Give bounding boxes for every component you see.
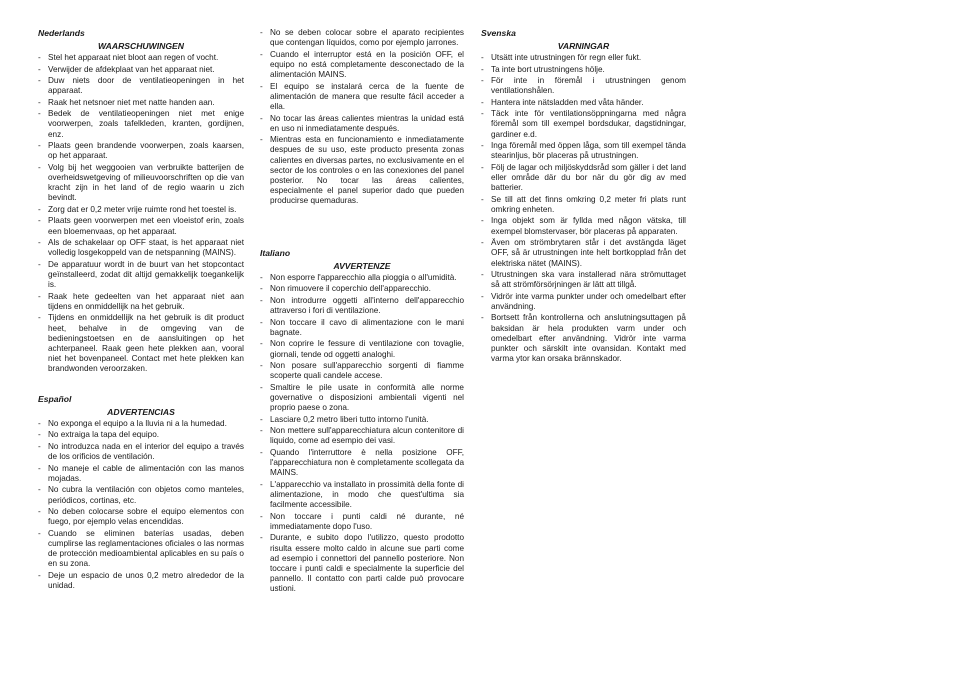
section-gap bbox=[38, 376, 244, 394]
warning-item: - No deben colocarse sobre el equipo elementos con fuego, por ejemplo velas encendidas. bbox=[38, 507, 244, 527]
warning-item: - Quando l'interruttore è nella posizione OFF, l'apparecchiatura non è completamente scollegata da MAINS. bbox=[260, 448, 464, 479]
warning-item: - Deje un espacio de unos 0,2 metro alrededor de la unidad. bbox=[38, 571, 244, 591]
warning-item: - Cuando se eliminen baterías usadas, deben cumplirse las reglamentaciones oficiales o las normas de protección medioambiental aplicables en su país o en su zona. bbox=[38, 529, 244, 570]
warnings-heading-espanol: ADVERTENCIAS bbox=[107, 406, 175, 417]
warning-list-espanol bbox=[38, 419, 244, 591]
warning-item: - No tocar las áreas calientes mientras la unidad está en uso ni inmediatamente después. bbox=[260, 114, 464, 134]
language-title-svenska: Svenska bbox=[481, 28, 516, 38]
warning-item: - El equipo se instalará cerca de la fuente de alimentación de manera que resulte fácil acceder a ella. bbox=[260, 82, 464, 113]
warning-item: - Inga objekt som är fyllda med någon vätska, till exempel blomstervaser, bör placeras på apparaten. bbox=[481, 216, 686, 236]
column-1 bbox=[38, 28, 244, 593]
warning-item: - Non posare sull'apparecchio sorgenti di fiamme scoperte quali candele accese. bbox=[260, 361, 464, 381]
warning-item: - L'apparecchio va installato in prossimità della fonte di alimentazione, in modo che quest'ultima sia facilmente accessibile. bbox=[260, 480, 464, 511]
warning-item: - Non introdurre oggetti all'interno dell'apparecchio attraverso i fori di ventilazione. bbox=[260, 296, 464, 316]
warning-item: - Non esporre l'apparecchio alla pioggia o all'umidità. bbox=[260, 273, 464, 283]
warning-item: - Volg bij het weggooien van verbruikte batterijen de overheidswetgeving of milieuvoorschriften op die van kracht zijn in het land of de regio waarin u zich bevindt. bbox=[38, 163, 244, 204]
warning-item: - Utsätt inte utrustningen för regn eller fukt. bbox=[481, 53, 686, 63]
warning-item: - De apparatuur wordt in de buurt van het stopcontact geïnstalleerd, zodat dit altijd gemakkelijk toegankelijk is. bbox=[38, 260, 244, 291]
warning-item: - Raak hete gedeelten van het apparaat niet aan tijdens en onmiddellijk na het gebruik. bbox=[38, 292, 244, 312]
warning-item: - Zorg dat er 0,2 meter vrije ruimte rond het toestel is. bbox=[38, 205, 244, 215]
warning-item: - Non rimuovere il coperchio dell'apparecchio. bbox=[260, 284, 464, 294]
warning-item: - Duw niets door de ventilatieopeningen in het apparaat. bbox=[38, 76, 244, 96]
warning-item: - Lasciare 0,2 metro liberi tutto intorno l'unità. bbox=[260, 415, 464, 425]
warning-item: - Täck inte för ventilationsöppningarna med några föremål som till exempel bordsdukar, dagstidningar, gardiner e.d. bbox=[481, 109, 686, 140]
warning-item: - Plaats geen voorwerpen met een vloeistof erin, zoals een bloemenvaas, op het apparaat. bbox=[38, 216, 244, 236]
warning-item: - Als de schakelaar op OFF staat, is het apparaat niet volledig losgekoppeld van de netspanning (MAINS). bbox=[38, 238, 244, 258]
warning-item: - Utrustningen ska vara installerad nära strömuttaget så att strömförsörjningen är lätt att tillgå. bbox=[481, 270, 686, 290]
warning-item: - Verwijder de afdekplaat van het apparaat niet. bbox=[38, 65, 244, 75]
warning-item: - För inte in föremål i utrustningen genom ventilationshålen. bbox=[481, 76, 686, 96]
warnings-heading-nederlands: WAARSCHUWINGEN bbox=[98, 41, 184, 51]
warning-item: - Se till att det finns omkring 0,2 meter fri plats runt omkring enheten. bbox=[481, 195, 686, 215]
language-title-nederlands: Nederlands bbox=[38, 28, 85, 38]
warning-item: - Inga föremål med öppen låga, som till exempel tända stearinljus, bör placeras på utrustningen. bbox=[481, 141, 686, 161]
warning-item: - Cuando el interruptor está en la posición OFF, el equipo no está completamente desconectado de la alimentación MAINS. bbox=[260, 50, 464, 81]
warning-item: - No exponga el equipo a la lluvia ni a la humedad. bbox=[38, 419, 244, 429]
warning-list-italiano bbox=[260, 273, 464, 595]
warning-item: - Non toccare il cavo di alimentazione con le mani bagnate. bbox=[260, 318, 464, 338]
warning-item: - Non coprire le fessure di ventilazione con tovaglie, giornali, tende od oggetti analoghi. bbox=[260, 339, 464, 359]
warning-item: - Plaats geen brandende voorwerpen, zoals kaarsen, op het apparaat. bbox=[38, 141, 244, 161]
language-title-italiano: Italiano bbox=[260, 247, 291, 258]
column-3 bbox=[481, 28, 686, 366]
warning-item: - No cubra la ventilación con objetos como manteles, periódicos, cortinas, etc. bbox=[38, 485, 244, 505]
warning-item: - Även om strömbrytaren står i det avstängda läget OFF, så är utrustningen inte helt bortkopplad från det elektriska nätet (MAINS). bbox=[481, 238, 686, 269]
warning-item: - Raak het netsnoer niet met natte handen aan. bbox=[38, 98, 244, 108]
warning-item: - Bedek de ventilatieopeningen niet met enige voorwerpen, zoals tafelkleden, kranten, gordijnen, enz. bbox=[38, 109, 244, 140]
language-title-espanol: Español bbox=[38, 393, 72, 404]
warning-list-nederlands bbox=[38, 53, 244, 375]
section-gap bbox=[260, 208, 464, 248]
warning-item: - Vidrör inte varma punkter under och omedelbart efter användning. bbox=[481, 292, 686, 312]
warning-item: - No introduzca nada en el interior del equipo a través de los orificios de ventilación. bbox=[38, 442, 244, 462]
warning-item: - Ta inte bort utrustningens hölje. bbox=[481, 65, 686, 75]
warning-item: - Bortsett från kontrollerna och anslutningsuttagen på baksidan är hela produkten varm under och omedelbart efter användning. Vidrör inte varma punkter och särskilt inte ovansidan. Kontakt med varma ytor kan orsaka brännskador. bbox=[481, 313, 686, 364]
warning-item: - No maneje el cable de alimentación con las manos mojadas. bbox=[38, 464, 244, 484]
warning-item: - Non mettere sull'apparecchiatura alcun contenitore di liquido, come ad esempio dei vasi. bbox=[260, 426, 464, 446]
warning-item: - Tijdens en onmiddellijk na het gebruik is dit product heet, behalve in de omgeving van de bedieningstoetsen en de aansluitingen op het achterpaneel. Raak geen hete plekken aan, vooral niet het bovenpaneel. Contact met hete plekken kan brandwonden veroorzaken. bbox=[38, 313, 244, 374]
warning-item: - No se deben colocar sobre el aparato recipientes que contengan líquidos, como por ejemplo jarrones. bbox=[260, 28, 464, 48]
warning-item: - Non toccare i punti caldi né durante, né immediatamente dopo l'uso. bbox=[260, 512, 464, 532]
warning-list-espanol-continued bbox=[260, 28, 464, 207]
warning-item: - Följ de lagar och miljöskyddsråd som gäller i det land eller område där du bor när du gör dig av med batterier. bbox=[481, 163, 686, 194]
warnings-heading-italiano: AVVERTENZE bbox=[333, 260, 391, 271]
column-2 bbox=[260, 28, 464, 596]
warning-item: - Mientras esta en funcionamiento e inmediatamente despues de su uso, este producto presenta zonas calientes en diversas partes, no exclusivamente en el sector de los controles o en las conexiones del panel posterior. No tocar las áreas calientes, especialmente el panel superior dado que pueden producirse quemaduras. bbox=[260, 135, 464, 206]
warnings-heading-svenska: VARNINGAR bbox=[557, 41, 610, 51]
warning-list-svenska bbox=[481, 53, 686, 364]
warning-item: - Durante, e subito dopo l'utilizzo, questo prodotto risulta essere molto caldo in alcune sue parti come ad esempio i connettori del pannello posteriore. Non toccare i punti caldi e specialmente la superficie del pannello. Il contatto con parti calde può provocare ustioni. bbox=[260, 533, 464, 594]
warning-item: - Smaltire le pile usate in conformità alle norme governative o disposizioni ambientali vigenti nel proprio paese o zona. bbox=[260, 383, 464, 414]
warning-item: - Hantera inte nätsladden med våta händer. bbox=[481, 98, 686, 108]
warning-item: - Stel het apparaat niet bloot aan regen of vocht. bbox=[38, 53, 244, 63]
warning-item: - No extraiga la tapa del equipo. bbox=[38, 430, 244, 440]
